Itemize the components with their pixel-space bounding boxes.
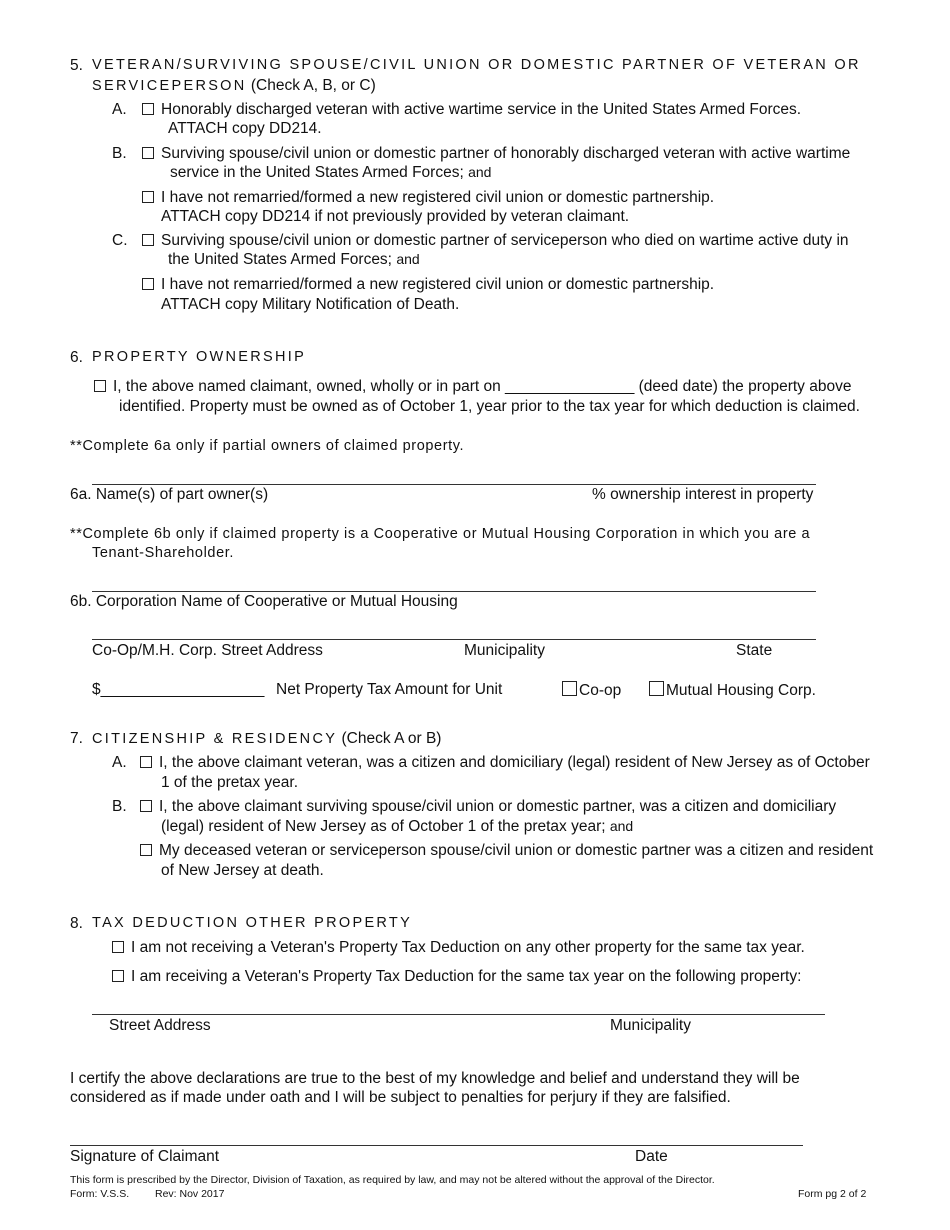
s5-a-text-2: ATTACH copy DD214.	[168, 120, 322, 137]
certification-text-2: considered as if made under oath and I will be subject to penalties for perjury if they are falsified.	[70, 1089, 731, 1106]
s7-b-text: I, the above claimant surviving spouse/civil union or domestic partner, was a citizen and domiciliary	[159, 798, 837, 815]
s8-option-2-checkbox[interactable]	[112, 970, 124, 982]
footer-revision: Rev: Nov 2017	[155, 1188, 225, 1200]
s7-option-a[interactable]	[140, 754, 870, 772]
s6b-corp-name-line[interactable]	[92, 591, 816, 592]
s6b-note-2: Tenant-Shareholder.	[92, 545, 234, 561]
s5-b-label: B.	[112, 145, 127, 162]
s5-title-instruction: (Check A, B, or C)	[250, 77, 376, 94]
s7-title-instruction: (Check A or B)	[341, 730, 442, 747]
s5-option-c2[interactable]	[142, 276, 714, 294]
s5-b-text-2: service in the United States Armed Forces;	[170, 164, 464, 181]
s6b-tax-amount-label: Net Property Tax Amount for Unit	[276, 681, 503, 698]
s6b-state-label: State	[736, 642, 773, 659]
s6-number: 6.	[70, 349, 83, 366]
s5-a-text: Honorably discharged veteran with active wartime service in the United States Armed Forces.	[161, 101, 802, 118]
footer-notice: This form is prescribed by the Director, Division of Taxation, as required by law, and may not be altered without the approval of the Director.	[70, 1174, 715, 1186]
s6-ownership-text: I, the above named claimant, owned, wholly or in part on _______________ (deed date) the property above	[113, 378, 852, 395]
s7-a-label: A.	[112, 754, 127, 771]
s5-option-b2[interactable]	[142, 189, 714, 207]
s5-title: VETERAN/SURVIVING SPOUSE/CIVIL UNION OR DOMESTIC PARTNER OF VETERAN OR	[92, 57, 861, 73]
s6b-address-label: Co-Op/M.H. Corp. Street Address	[92, 642, 323, 659]
signature-label: Signature of Claimant	[70, 1148, 220, 1165]
s6-ownership-text-2: identified. Property must be owned as of October 1, year prior to the tax year for which deduction is claimed.	[119, 398, 860, 415]
s6b-municipality-label: Municipality	[464, 642, 545, 659]
s5-c-text: Surviving spouse/civil union or domestic partner of serviceperson who died on wartime active duty in	[161, 232, 849, 249]
s5-b2-text: I have not remarried/formed a new registered civil union or domestic partnership.	[161, 189, 715, 206]
s5-b-text: Surviving spouse/civil union or domestic partner of honorably discharged veteran with active wartime	[161, 145, 851, 162]
s5-c-text-2: the United States Armed Forces;	[168, 251, 392, 268]
s7-b2-text: My deceased veteran or serviceperson spouse/civil union or domestic partner was a citizen and resident	[159, 842, 874, 859]
s7-b2-checkbox[interactable]	[140, 844, 152, 856]
s5-b-checkbox[interactable]	[142, 147, 154, 159]
s5-b2-text-2: ATTACH copy DD214 if not previously provided by veteran claimant.	[161, 208, 630, 225]
s7-b-and: and	[609, 818, 634, 834]
s8-address-line[interactable]	[92, 1014, 825, 1015]
s6b-label: 6b. Corporation Name of Cooperative or Mutual Housing	[70, 593, 458, 610]
s5-b-and: and	[468, 164, 492, 180]
footer-page-number: Form pg 2 of 2	[798, 1188, 867, 1200]
s5-c2-text-2: ATTACH copy Military Notification of Death.	[161, 296, 460, 313]
s8-option-1-checkbox[interactable]	[112, 941, 124, 953]
s5-number: 5.	[70, 57, 83, 74]
s7-b2-text-2: of New Jersey at death.	[161, 862, 324, 879]
s8-street-label: Street Address	[109, 1017, 211, 1034]
s7-b-text-2: (legal) resident of New Jersey as of October 1 of the pretax year;	[161, 818, 606, 835]
s5-b2-checkbox[interactable]	[142, 191, 154, 203]
s7-a-checkbox[interactable]	[140, 756, 152, 768]
s6-ownership-option[interactable]	[94, 378, 851, 396]
s7-b-label: B.	[112, 798, 127, 815]
s8-option-2[interactable]	[112, 968, 801, 986]
s5-option-c[interactable]	[142, 232, 849, 250]
s6b-coop-option[interactable]	[562, 681, 621, 700]
s6b-coop-checkbox[interactable]	[562, 681, 577, 696]
s6a-label: 6a. Name(s) of part owner(s)	[70, 486, 269, 503]
signature-line[interactable]	[70, 1145, 803, 1146]
s5-option-a[interactable]	[142, 101, 801, 119]
s6b-note: **Complete 6b only if claimed property is a Cooperative or Mutual Housing Corporation in which you are a	[70, 526, 811, 542]
s6b-mutual-label: Mutual Housing Corp.	[666, 682, 816, 699]
s5-a-label: A.	[112, 101, 127, 118]
s5-option-b[interactable]	[142, 145, 850, 163]
s6b-address-line[interactable]	[92, 639, 816, 640]
s5-title-caps: SERVICEPERSON	[92, 78, 247, 94]
s8-municipality-label: Municipality	[610, 1017, 691, 1034]
s6b-mutual-checkbox[interactable]	[649, 681, 664, 696]
s7-a-text-2: 1 of the pretax year.	[161, 774, 299, 791]
s6b-mutual-option[interactable]	[649, 681, 816, 700]
s6b-coop-label: Co-op	[579, 682, 622, 699]
s7-number: 7.	[70, 730, 83, 747]
s5-title-line2	[92, 77, 376, 95]
s8-option-1-text: I am not receiving a Veteran's Property Tax Deduction on any other property for the same tax year.	[131, 939, 805, 956]
s6-ownership-checkbox[interactable]	[94, 380, 106, 392]
s5-c-checkbox[interactable]	[142, 234, 154, 246]
s5-c2-text: I have not remarried/formed a new registered civil union or domestic partnership.	[161, 276, 715, 293]
s8-option-2-text: I am receiving a Veteran's Property Tax Deduction for the same tax year on the following property:	[131, 968, 802, 985]
s6a-ownership-label: % ownership interest in property	[592, 486, 814, 503]
s7-option-b2[interactable]	[140, 842, 873, 860]
s7-option-b[interactable]	[140, 798, 836, 816]
certification-text: I certify the above declarations are true to the best of my knowledge and belief and understand they will be	[70, 1070, 800, 1087]
s8-number: 8.	[70, 915, 83, 932]
s6-title: PROPERTY OWNERSHIP	[92, 349, 307, 365]
s7-b-text-2-line	[161, 818, 633, 836]
s8-title: TAX DEDUCTION OTHER PROPERTY	[92, 915, 413, 931]
s5-a-checkbox[interactable]	[142, 103, 154, 115]
s6a-name-line[interactable]	[92, 484, 816, 485]
s7-a-text: I, the above claimant veteran, was a citizen and domiciliary (legal) resident of New Jersey as of October	[159, 754, 870, 771]
s5-c2-checkbox[interactable]	[142, 278, 154, 290]
s5-c-and: and	[396, 251, 420, 267]
s8-option-1[interactable]	[112, 939, 805, 957]
s5-c-label: C.	[112, 232, 128, 249]
s6b-tax-amount-field[interactable]: $___________________	[92, 681, 265, 698]
s5-c-text-2-line	[168, 251, 420, 269]
date-label: Date	[635, 1148, 668, 1165]
s7-b-checkbox[interactable]	[140, 800, 152, 812]
s6a-note: **Complete 6a only if partial owners of claimed property.	[70, 438, 465, 454]
s7-title-line	[92, 730, 441, 748]
s7-title: CITIZENSHIP & RESIDENCY	[92, 731, 338, 747]
s5-b-text-2-line	[170, 164, 491, 182]
footer-form-id: Form: V.S.S.	[70, 1188, 130, 1200]
